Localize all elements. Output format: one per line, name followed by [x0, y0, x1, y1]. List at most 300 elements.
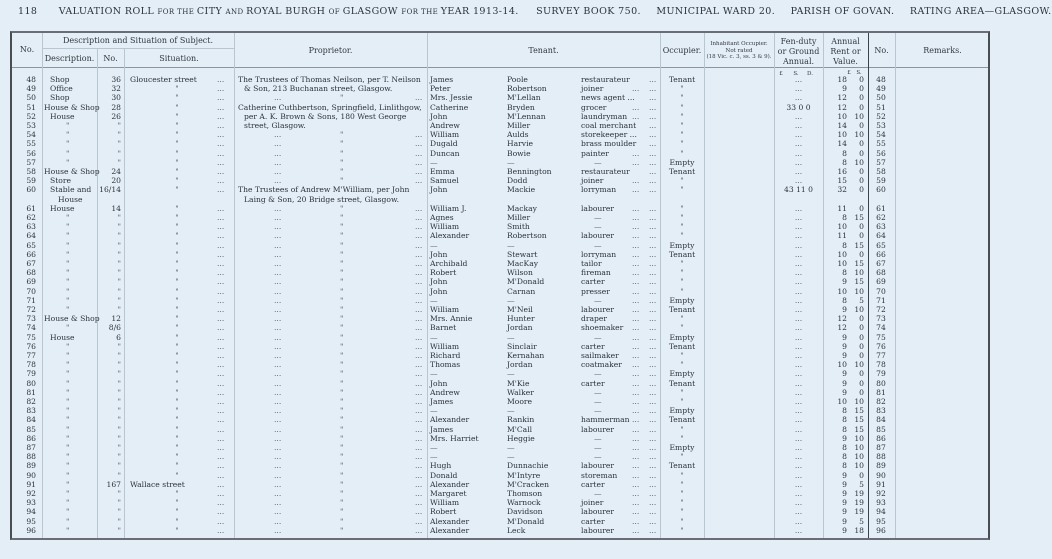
proprietor-dots: ...: [415, 305, 423, 314]
row-number-right: 63: [876, 222, 886, 232]
fen-duty: ...: [794, 249, 803, 259]
annual-pounds: 9: [842, 351, 847, 360]
tenant-dots: ...: [632, 360, 640, 370]
tenant-first-name: James: [430, 424, 454, 434]
description: ": [66, 461, 70, 471]
situation: ": [175, 203, 179, 213]
tenant-dots: ...: [632, 406, 640, 416]
tenant-dots: ...: [649, 525, 657, 535]
row-number-right: 78: [876, 360, 886, 370]
tenant-dots: ...: [649, 387, 657, 397]
annual-shillings: 5: [859, 295, 864, 305]
proprietor-dots: ...: [415, 360, 423, 370]
tenant-dots: ...: [632, 249, 640, 259]
tenant-dots: ...: [649, 295, 657, 305]
proprietor-ditto: ": [340, 415, 344, 425]
tenant-dots: ...: [649, 249, 657, 259]
situation-dots: ...: [217, 259, 225, 268]
tenant-dots: ...: [649, 130, 657, 140]
row-number-right: 85: [876, 424, 886, 434]
row-number-right: 60: [876, 185, 886, 195]
fen-duty: ...: [794, 111, 803, 121]
street-number: ": [117, 222, 121, 232]
annual-shillings: 0: [859, 249, 864, 259]
description: ": [66, 148, 70, 158]
occupier: Tenant: [668, 167, 696, 176]
annual-pounds: 10: [837, 130, 847, 140]
occupier: ": [680, 102, 684, 112]
annual-pounds: 10: [837, 222, 847, 232]
occupier: ": [680, 433, 684, 443]
proprietor-dots: ...: [415, 157, 423, 167]
row-number: 85: [26, 424, 36, 434]
situation-dots: ...: [217, 240, 225, 250]
title-segment: FOR THE: [401, 8, 441, 16]
tenant-dots: ...: [632, 240, 640, 250]
proprietor-dots: ...: [274, 360, 282, 370]
tenant-dots: ...: [649, 185, 657, 195]
annual-pounds: 9: [842, 479, 847, 489]
tenant-dots: ...: [649, 305, 657, 314]
description: ": [66, 498, 70, 508]
street-number: ": [117, 452, 121, 462]
tenant-occupation: hammerman: [581, 415, 630, 425]
tenant-first-name: Agnes: [430, 213, 454, 222]
situation-dots: ...: [217, 452, 225, 462]
annual-pounds: 9: [842, 369, 847, 379]
tenant-first-name: Thomas: [430, 360, 461, 370]
fen-duty: ...: [794, 157, 803, 167]
tenant-dots: ...: [649, 443, 657, 452]
proprietor-dots: ...: [274, 378, 282, 388]
tenant-occupation: —: [594, 332, 602, 342]
description: ": [66, 231, 70, 241]
tenant-first-name: —: [430, 295, 438, 305]
tenant-dots: ...: [632, 470, 640, 480]
situation-dots: ...: [217, 470, 225, 480]
annual-shillings: 10: [854, 433, 864, 443]
tenant-occupation: joiner: [581, 84, 604, 94]
situation-dots: ...: [217, 121, 225, 130]
tenant-occupation: labourer: [581, 507, 615, 517]
description: Shop: [50, 75, 70, 84]
proprietor-dots: ...: [415, 130, 423, 140]
tenant-dots: ...: [649, 516, 657, 526]
situation-dots: ...: [217, 148, 225, 158]
street-number: 16/14: [99, 185, 121, 195]
annual-pounds: 9: [842, 525, 847, 535]
tenant-occupation: labourer: [581, 231, 615, 241]
proprietor-ditto: ": [340, 489, 344, 498]
annual-pounds: 10: [837, 397, 847, 406]
proprietor: The Trustees of Thomas Neilson, per T. Neilson: [238, 75, 421, 84]
unit-shillings: S.: [793, 71, 799, 77]
proprietor-ditto: ": [340, 461, 344, 471]
row-number-right: 58: [876, 167, 886, 176]
annual-shillings: 15: [854, 240, 864, 250]
proprietor-ditto: ": [340, 470, 344, 480]
fen-duty: ...: [794, 341, 803, 351]
tenant-surname: Miller: [507, 213, 531, 222]
row-number-right: 70: [876, 286, 886, 296]
tenant-first-name: —: [430, 452, 438, 462]
tenant-dots: ...: [632, 516, 640, 526]
description: ": [66, 360, 70, 370]
tenant-dots: ...: [632, 203, 640, 213]
tenant-occupation: —: [594, 295, 602, 305]
row-number: 88: [26, 452, 36, 462]
proprietor-dots: ...: [415, 341, 423, 351]
row-number: 59: [26, 176, 36, 186]
tenant-surname: Walker: [507, 387, 534, 397]
occupier: ": [680, 360, 684, 370]
tenant-first-name: John: [430, 185, 448, 195]
row-number-right: 67: [876, 259, 886, 268]
tenant-first-name: William: [430, 222, 460, 232]
tenant-occupation: —: [594, 443, 602, 452]
tenant-first-name: —: [430, 369, 438, 379]
tenant-dots: ...: [649, 351, 657, 360]
situation-dots: ...: [217, 185, 225, 195]
row-number-right: 92: [876, 489, 886, 498]
tenant-dots: ...: [632, 341, 640, 351]
annual-pounds: 8: [842, 240, 847, 250]
fen-duty: ...: [794, 406, 803, 416]
tenant-dots: ...: [632, 268, 640, 278]
fen-duty: ...: [794, 360, 803, 370]
description: ": [66, 130, 70, 140]
row-number-right: 69: [876, 277, 886, 287]
tenant-first-name: Robert: [430, 507, 457, 517]
street-number: ": [117, 259, 121, 268]
tenant-dots: ...: [632, 452, 640, 462]
tenant-first-name: Alexander: [430, 415, 470, 425]
occupier: ": [680, 516, 684, 526]
annual-pounds: 8: [842, 443, 847, 452]
annual-pounds: 11: [837, 203, 847, 213]
row-number: 58: [26, 167, 36, 176]
situation: ": [175, 167, 179, 176]
description: ": [66, 249, 70, 259]
tenant-first-name: John: [430, 249, 448, 259]
occupier: ": [680, 111, 684, 121]
proprietor-dots: ...: [415, 507, 423, 517]
row-number: 67: [26, 259, 36, 268]
occupier: ": [680, 139, 684, 149]
tenant-first-name: William: [430, 130, 460, 140]
row-number: 60: [26, 185, 36, 195]
occupier: ": [680, 470, 684, 480]
tenant-first-name: Alexander: [430, 479, 470, 489]
annual-shillings: 0: [859, 351, 864, 360]
row-number: 68: [26, 268, 36, 278]
row-number-right: 89: [876, 461, 886, 471]
street-number: ": [117, 406, 121, 416]
tenant-dots: ...: [632, 479, 640, 489]
annual-shillings: 0: [859, 139, 864, 149]
tenant-dots: ...: [632, 305, 640, 314]
survey-book: SURVEY BOOK 750.: [536, 6, 641, 17]
occupier: ": [680, 479, 684, 489]
row-number: 83: [26, 406, 36, 416]
row-number-right: 61: [876, 203, 886, 213]
situation: ": [175, 406, 179, 416]
occupier: ": [680, 231, 684, 241]
row-number: 63: [26, 222, 36, 232]
proprietor-dots: ...: [415, 295, 423, 305]
situation: ": [175, 378, 179, 388]
fen-duty: ...: [794, 378, 803, 388]
situation-dots: ...: [217, 369, 225, 379]
situation-dots: ...: [217, 130, 225, 140]
tenant-occupation: restaurateur: [581, 75, 630, 84]
proprietor-dots: ...: [415, 378, 423, 388]
annual-shillings: 10: [854, 130, 864, 140]
fen-duty: ...: [794, 516, 803, 526]
tenant-dots: ...: [632, 498, 640, 508]
row-number: 78: [26, 360, 36, 370]
tenant-dots: ...: [632, 397, 640, 406]
occupier: ": [680, 323, 684, 333]
row-number-right: 80: [876, 378, 886, 388]
proprietor-dots: ...: [274, 341, 282, 351]
occupier: ": [680, 268, 684, 278]
situation: ": [175, 433, 179, 443]
occupier: Empty: [669, 332, 695, 342]
proprietor-ditto: ": [340, 148, 344, 158]
tenant-surname: Stewart: [507, 249, 538, 259]
proprietor-dots: ...: [274, 167, 282, 176]
situation-dots: ...: [217, 111, 225, 121]
situation: ": [175, 286, 179, 296]
proprietor-ditto: ": [340, 406, 344, 416]
tenant-first-name: Alexander: [430, 516, 470, 526]
tenant-dots: ...: [649, 479, 657, 489]
situation-dots: ...: [217, 277, 225, 287]
situation-dots: ...: [217, 378, 225, 388]
proprietor-dots: ...: [274, 369, 282, 379]
situation-dots: ...: [217, 479, 225, 489]
tenant-surname: Jordan: [507, 323, 533, 333]
proprietor-dots: ...: [415, 351, 423, 360]
header-divider: [42, 48, 234, 49]
annual-pounds: 8: [842, 424, 847, 434]
header-description: Description.: [44, 54, 95, 63]
tenant-dots: ...: [649, 378, 657, 388]
tenant-occupation: coatmaker: [581, 360, 622, 370]
tenant-occupation: laundryman: [581, 111, 628, 121]
tenant-occupation: storekeeper ...: [581, 130, 637, 140]
situation-dots: ...: [217, 351, 225, 360]
proprietor-dots: ...: [415, 489, 423, 498]
row-number: 80: [26, 378, 36, 388]
situation-dots: ...: [217, 222, 225, 232]
proprietor-ditto: ": [340, 167, 344, 176]
tenant-surname: Moore: [507, 397, 533, 406]
row-number-right: 73: [876, 314, 886, 324]
proprietor-ditto: ": [340, 314, 344, 324]
situation: ": [175, 525, 179, 535]
tenant-first-name: John: [430, 277, 448, 287]
tenant-dots: ...: [632, 323, 640, 333]
proprietor-dots: ...: [415, 406, 423, 416]
description: ": [66, 213, 70, 222]
tenant-dots: ...: [632, 314, 640, 324]
proprietor-dots: ...: [274, 148, 282, 158]
annual-pounds: 16: [837, 167, 847, 176]
tenant-first-name: William: [430, 305, 460, 314]
proprietor-ditto: ": [340, 222, 344, 232]
fen-duty: ...: [794, 525, 803, 535]
situation-dots: ...: [217, 93, 225, 103]
tenant-dots: ...: [649, 369, 657, 379]
situation: ": [175, 424, 179, 434]
street-number: ": [117, 498, 121, 508]
street-number: ": [117, 461, 121, 471]
occupier: ": [680, 148, 684, 158]
proprietor-dots: ...: [274, 443, 282, 452]
street-number: ": [117, 130, 121, 140]
header-annual-rent: Annual Rent or Value.: [830, 37, 861, 66]
occupier: Tenant: [668, 378, 696, 388]
tenant-occupation: labourer: [581, 305, 615, 314]
tenant-first-name: —: [430, 240, 438, 250]
row-number-right: 48: [876, 75, 886, 84]
row-number: 87: [26, 443, 36, 452]
tenant-occupation: labourer: [581, 203, 615, 213]
situation-dots: ...: [217, 323, 225, 333]
tenant-dots: ...: [649, 507, 657, 517]
fen-duty: ...: [794, 176, 803, 186]
proprietor-ditto: ": [340, 341, 344, 351]
proprietor-dots: ...: [274, 277, 282, 287]
proprietor-ditto: ": [340, 479, 344, 489]
situation: ": [175, 305, 179, 314]
tenant-dots: ...: [649, 314, 657, 324]
occupier: ": [680, 93, 684, 103]
proprietor-dots: ...: [415, 415, 423, 425]
fen-duty: ...: [794, 489, 803, 498]
description: ": [66, 378, 70, 388]
situation-dots: ...: [217, 286, 225, 296]
occupier: Empty: [669, 406, 695, 416]
proprietor-dots: ...: [415, 479, 423, 489]
situation: ": [175, 213, 179, 222]
tenant-first-name: James: [430, 75, 454, 84]
fen-duty: ...: [794, 222, 803, 232]
situation-dots: ...: [217, 397, 225, 406]
annual-shillings: 10: [854, 360, 864, 370]
tenant-surname: Kernahan: [507, 351, 545, 360]
row-number: 89: [26, 461, 36, 471]
tenant-occupation: —: [594, 213, 602, 222]
tenant-occupation: carter: [581, 277, 605, 287]
fen-duty: ...: [794, 286, 803, 296]
row-number: 48: [26, 75, 36, 84]
description: House: [50, 203, 75, 213]
header-number: No.: [103, 54, 118, 63]
tenant-surname: —: [507, 332, 515, 342]
proprietor-dots: ...: [274, 461, 282, 471]
annual-shillings: 10: [854, 443, 864, 452]
tenant-dots: ...: [649, 84, 657, 94]
fen-duty: ...: [794, 259, 803, 268]
row-number: 74: [26, 323, 36, 333]
annual-pounds: 9: [842, 433, 847, 443]
proprietor-dots: ...: [415, 213, 423, 222]
row-number: 77: [26, 351, 36, 360]
row-number: 86: [26, 433, 36, 443]
tenant-occupation: —: [594, 433, 602, 443]
proprietor-dots: ...: [274, 157, 282, 167]
row-number-right: 77: [876, 351, 886, 360]
tenant-dots: ...: [632, 222, 640, 232]
street-number: ": [117, 295, 121, 305]
situation: ": [175, 130, 179, 140]
tenant-surname: Harvie: [507, 139, 533, 149]
tenant-surname: MacKay: [507, 259, 539, 268]
fen-duty: ...: [794, 93, 803, 103]
tenant-surname: Leck: [507, 525, 526, 535]
row-number-right: 57: [876, 157, 886, 167]
annual-shillings: 10: [854, 452, 864, 462]
street-number: 28: [111, 102, 121, 112]
row-number-right: 62: [876, 213, 886, 222]
row-number-right: 72: [876, 305, 886, 314]
tenant-dots: ...: [649, 222, 657, 232]
street-number: ": [117, 157, 121, 167]
occupier: ": [680, 130, 684, 140]
proprietor-ditto: ": [340, 249, 344, 259]
municipal-ward: MUNICIPAL WARD 20.: [656, 6, 776, 17]
header-occupier: Occupier.: [662, 46, 702, 55]
annual-pounds: 14: [837, 139, 847, 149]
col-divider-heavy: [868, 33, 869, 538]
description: Stable and: [50, 185, 92, 195]
tenant-surname: —: [507, 157, 515, 167]
annual-pounds: 10: [837, 249, 847, 259]
header-tenant: Tenant.: [528, 46, 559, 55]
tenant-surname: —: [507, 369, 515, 379]
description: ": [66, 286, 70, 296]
row-number-right: 91: [876, 479, 886, 489]
situation: ": [175, 369, 179, 379]
annual-pounds: 8: [842, 157, 847, 167]
situation: ": [175, 360, 179, 370]
situation: ": [175, 84, 179, 94]
situation-dots: ...: [217, 498, 225, 508]
row-number-right: 96: [876, 525, 886, 535]
tenant-dots: ...: [649, 259, 657, 268]
row-number: 56: [26, 148, 36, 158]
tenant-dots: ...: [649, 360, 657, 370]
proprietor-dots: ...: [274, 498, 282, 508]
row-number: 76: [26, 341, 36, 351]
description: ": [66, 277, 70, 287]
title-segment: VALUATION ROLL: [58, 6, 158, 17]
fen-duty: ...: [794, 424, 803, 434]
situation-dots: ...: [217, 525, 225, 535]
tenant-surname: Smith: [507, 222, 530, 232]
fen-duty: ...: [794, 75, 803, 84]
proprietor-dots: ...: [415, 424, 423, 434]
fen-duty: ...: [794, 213, 803, 222]
proprietor-dots: ...: [415, 461, 423, 471]
description: ": [66, 268, 70, 278]
col-divider: [895, 33, 896, 538]
header-no-right: No.: [874, 46, 889, 55]
proprietor-ditto: ": [340, 369, 344, 379]
